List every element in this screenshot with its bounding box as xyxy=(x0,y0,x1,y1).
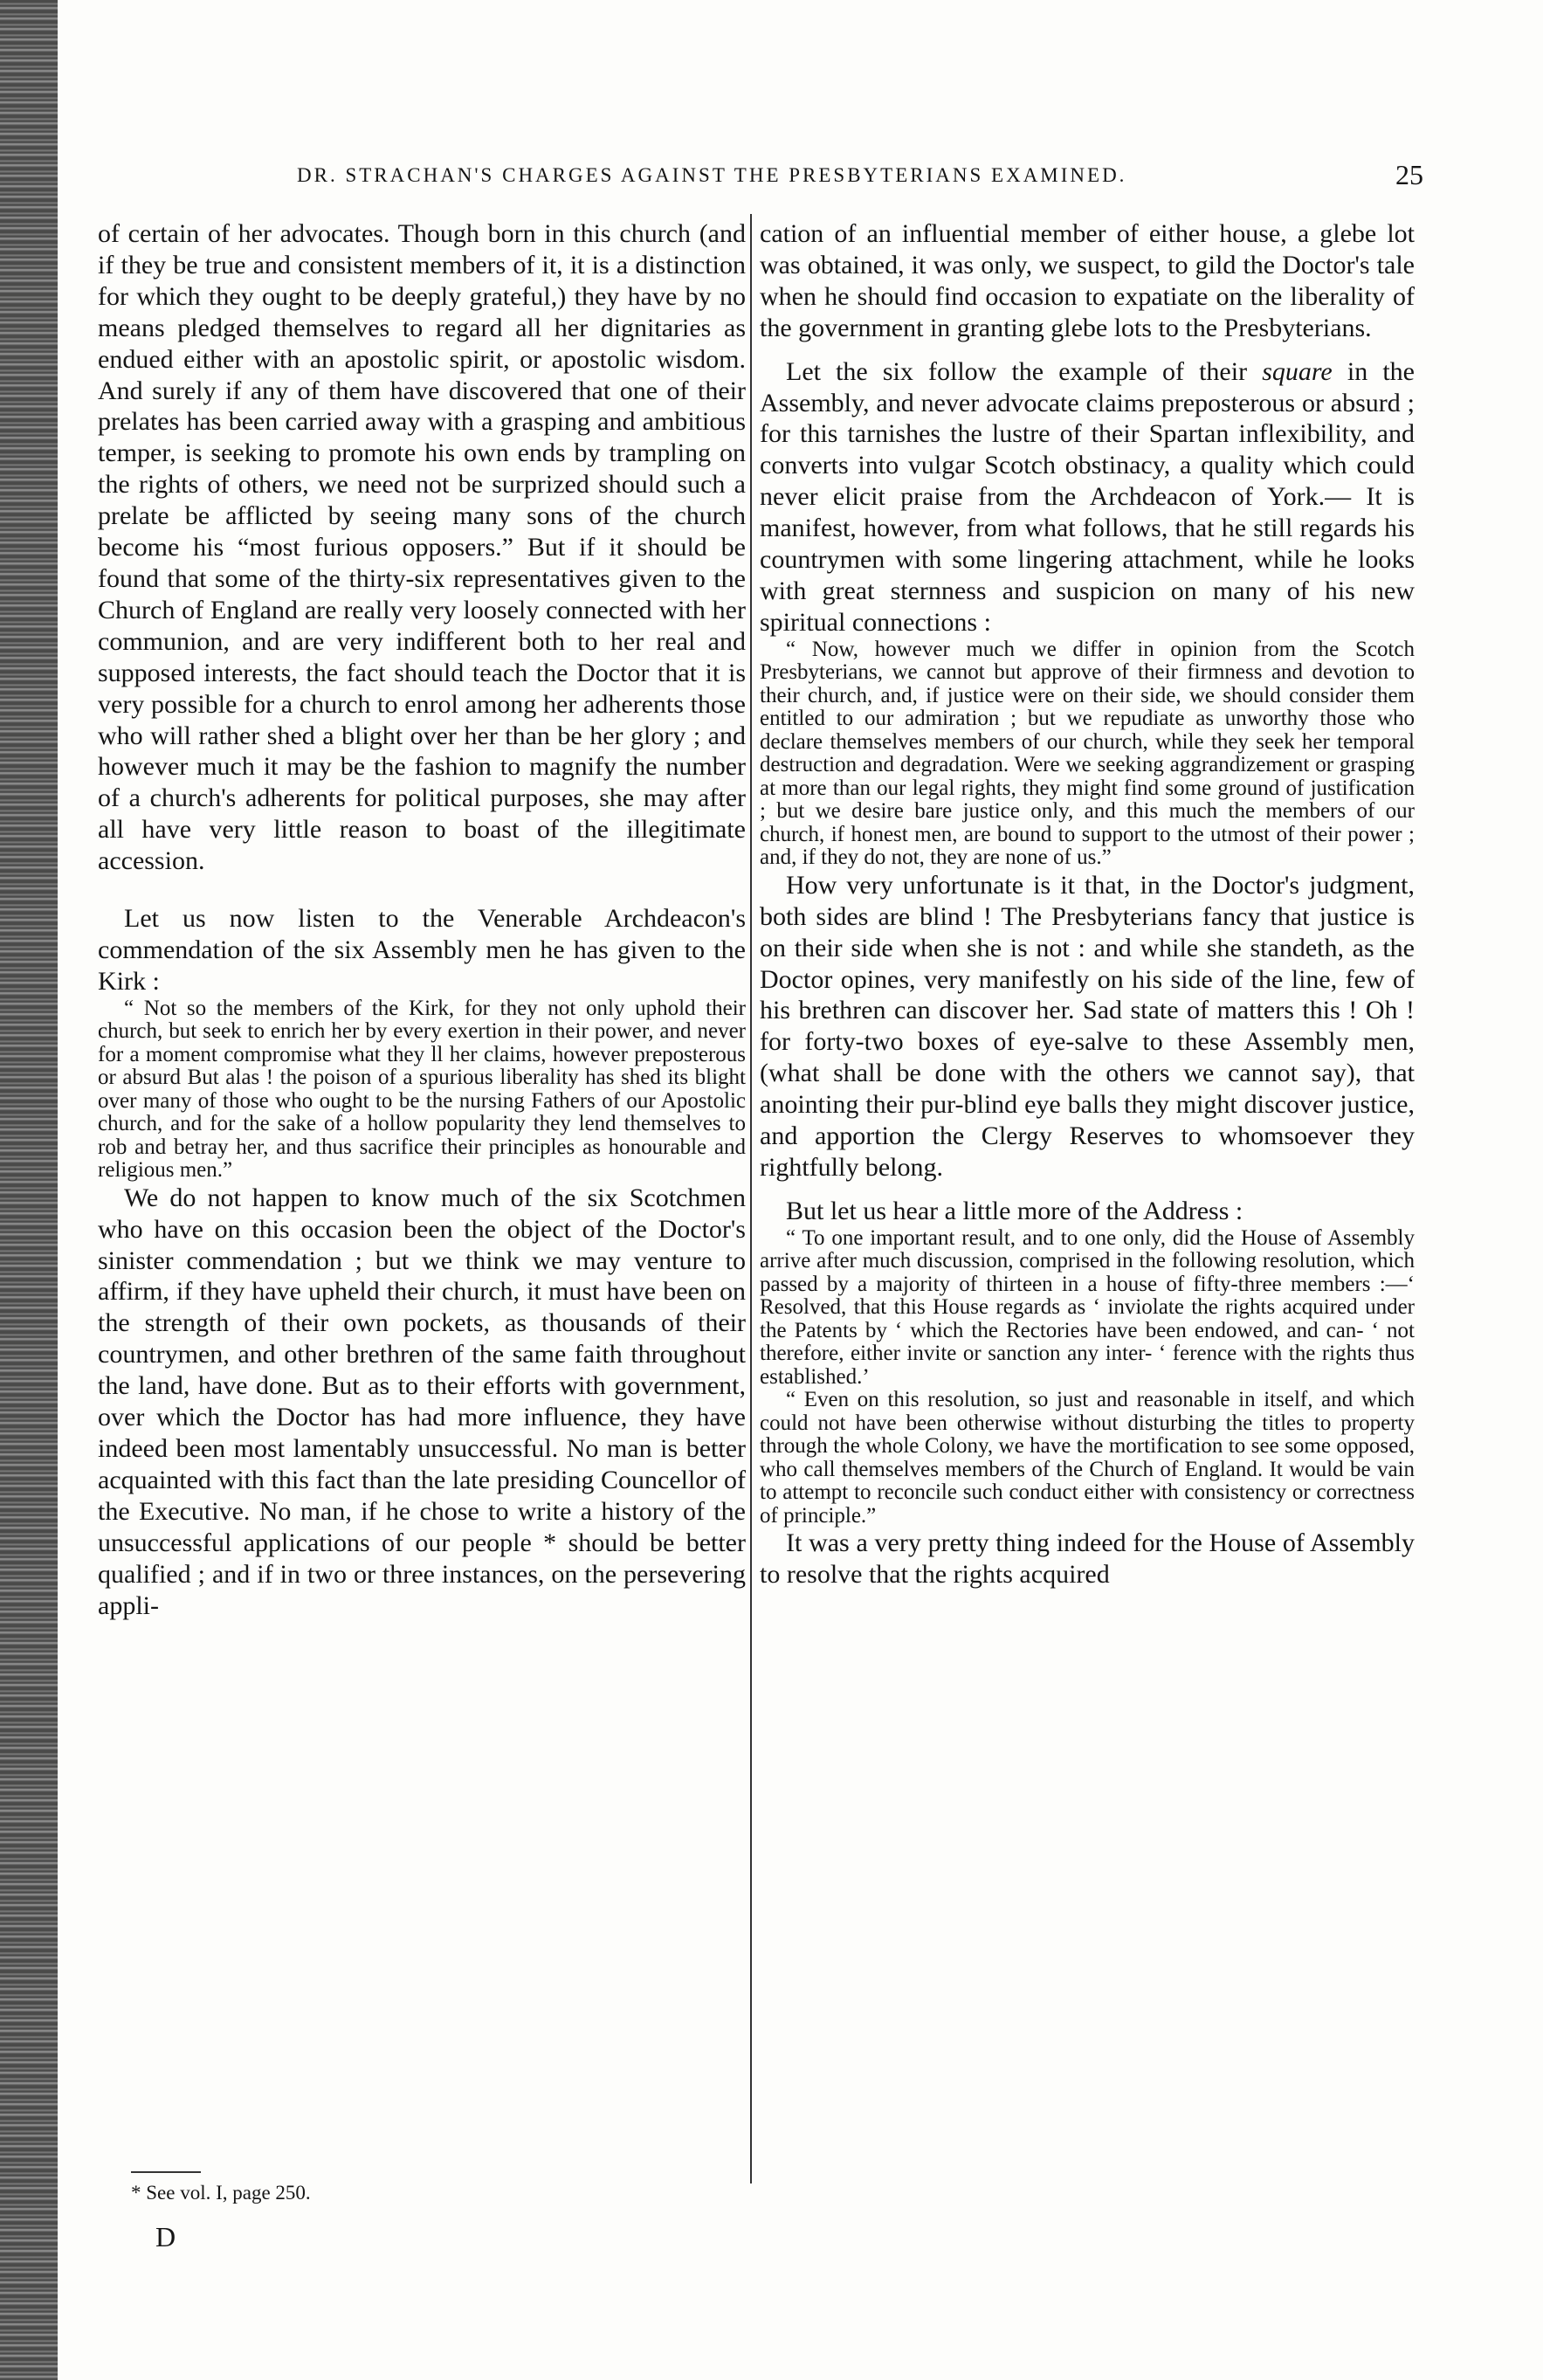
running-head: DR. STRACHAN'S CHARGES AGAINST THE PRESBYTERIANS EXAMINED. xyxy=(297,164,1127,186)
paragraph: We do not happen to know much of the six Scotchmen who have on this occasion been the object of the Doctor's sinister commendation ; but we think we may venture to affirm, if they have upheld their church, it must have been on the strength of their own pockets, as thousands of their countrymen, and other brethren of the same faith throughout the land, have done. But as to their efforts with government, over which the Doctor has had more influence, they have indeed been most lamentably unsuccessful. No man is better acquainted with this fact than the late presiding Councellor of the Executive. No man, if he chose to write a history of the unsuccessful applications of our people * should be better qualified ; and if in two or three instances, on the persevering appli- xyxy=(98,1183,746,1620)
footnote: * See vol. I, page 250. xyxy=(131,2182,311,2204)
footnote-rule xyxy=(131,2171,201,2173)
paragraph: cation of an influential member of either house, a glebe lot was obtained, it was only, we suspect, to gild the Doctor's tale when he should find occasion to expatiate on the liberality of the government in granting glebe lots to the Presbyterians. xyxy=(760,219,1415,342)
paragraph xyxy=(760,356,1415,638)
emphasis: square xyxy=(1262,356,1333,386)
paragraph: Let us now listen to the Venerable Archdeacon's commendation of the six Assembly men he has given to the Kirk : xyxy=(98,904,746,996)
paragraph: It was a very pretty thing indeed for the House of Assembly to resolve that the rights acquired xyxy=(760,1528,1415,1590)
column-divider xyxy=(750,214,752,2183)
left-column xyxy=(98,218,746,1621)
text-run: in the Assembly, and never advocate claims preposterous or absurd ; for this tarnishes the lustre of their Spartan inflexibility, and converts into vulgar Scotch obstinacy, a quality which could never elicit praise from the Archdeacon of York.— It is manifest, however, from what follows, that he still regards his countrymen with some lingering attachment, while he looks with great sternness and suspicion on many of his new spiritual connections : xyxy=(760,356,1415,637)
text-run: Let the six follow the example of their xyxy=(786,356,1263,386)
book-binding-edge xyxy=(0,0,58,2380)
paragraph: How very unfortunate is it that, in the Doctor's judgment, both sides are blind ! The Presbyterians fancy that justice is on their side when she is not : and while she standeth, as the Doctor opines, very manifestly on his side of the line, few of his brethren can discover her. Sad state of matters this ! Oh ! for forty-two boxes of eye-salve to these Assembly men, (what shall be done with the others we cannot say), that anointing their pur-blind eye balls they might discover justice, and apportion the Clergy Reserves to whomsoever they rightfully belong. xyxy=(760,870,1415,1182)
page-number: 25 xyxy=(1395,159,1423,190)
signature-mark: D xyxy=(155,2221,176,2252)
block-quote: “ To one important result, and to one only, did the House of Assembly arrive after much discussion, comprised in the following resolution, which passed by a majority of thirteen in a house of fifty-three members :—‘ Resolved, that this House regards as ‘ inviolate the rights acquired under the Patents by ‘ which the Rectories have been endowed, and can- ‘ not therefore, either invite or sanction any inter- ‘ ference with the rights thus established.’ xyxy=(760,1225,1415,1389)
block-quote: “ Even on this resolution, so just and reasonable in itself, and which could not have been otherwise without disturbing the titles to property through the whole Colony, we have the mortification to see some opposed, who call themselves members of the Church of England. It would be vain to attempt to reconcile such conduct either with consistency or correctness of principle.” xyxy=(760,1388,1415,1528)
block-quote: “ Now, however much we differ in opinion from the Scotch Presbyterians, we cannot but approve of their firmness and devotion to their church, and, if justice were on their side, we should consider them entitled to our admiration ; but we repudiate as unworthy those who declare themselves members of our church, while they seek her temporal destruction and degradation. Were we seeking aggrandizement or grasping at more than our legal rights, they might find some ground of justification ; but we desire bare justice only, and this much the members of our church, if honest men, are bound to support to the utmost of their power ; and, if they do not, they are none of us.” xyxy=(760,637,1415,870)
block-quote: “ Not so the members of the Kirk, for they not only uphold their church, but seek to enrich her by every exertion in their power, and never for a moment compromise what they ll her claims, however preposterous or absurd But alas ! the poison of a spurious liberality has shed its blight over many of those who ought to be the nursing Fathers of our Apostolic church, and for the sake of a hollow popularity they lend themselves to rob and betray her, and thus sacrifice their principles as honourable and religious men.” xyxy=(98,996,746,1183)
paragraph: of certain of her advocates. Though born in this church (and if they be true and consistent members of it, it is a distinction for which they ought to be deeply grateful,) they have by no means pledged themselves to regard all her dignitaries as endued either with an apostolic spirit, or apostolic wisdom. And surely if any of them have discovered that one of their prelates has been carried away with a grasping and ambitious temper, is seeking to promote his own ends by trampling on the rights of others, we need not be surprized should such a prelate be afflicted by seeing many sons of the church become his “most furious opposers.” But if it should be found that some of the thirty-six representatives given to the Church of England are really very loosely connected with her communion, and are very indifferent both to her real and supposed interests, the fact should teach the Doctor that it is very possible for a church to enrol among her adherents those who will rather shed a blight over her than be her glory ; and however much it may be the fashion to magnify the number of a church's adherents for political purposes, she may after all have very little reason to boast of the illegitimate accession. xyxy=(98,219,746,876)
paragraph: But let us hear a little more of the Address : xyxy=(786,1196,1243,1225)
page-header xyxy=(96,159,1423,194)
right-column xyxy=(760,218,1415,1590)
